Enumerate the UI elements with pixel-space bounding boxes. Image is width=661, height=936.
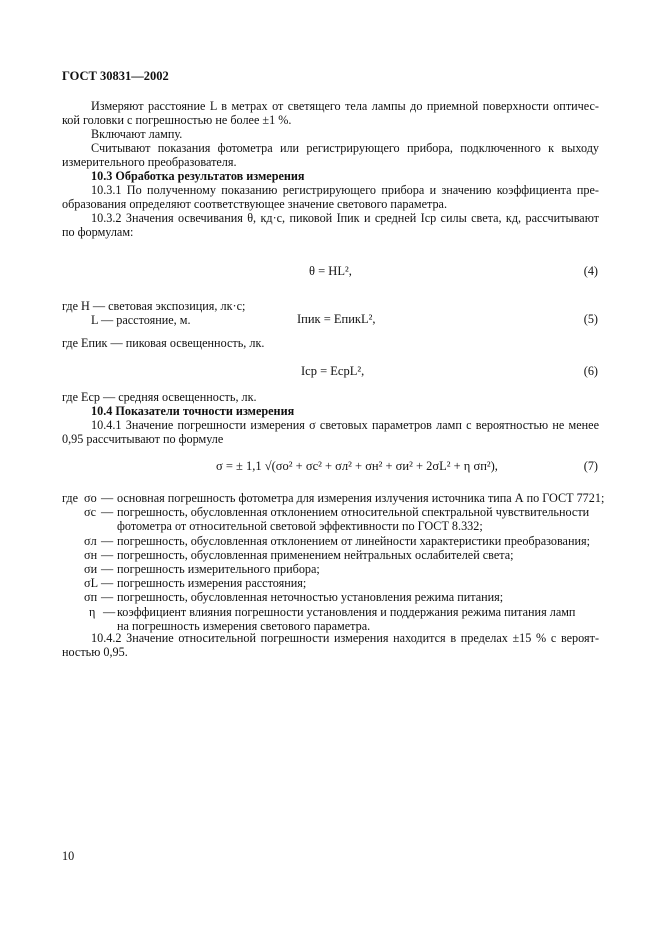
- equation-5-display: [297, 312, 376, 327]
- definition-symbol: σL: [84, 576, 99, 591]
- definition-symbol: σн: [84, 547, 98, 562]
- where-esr-definition: где Eср — средняя освещенность, лк.: [62, 390, 257, 404]
- clause-10-4-1-line1: 10.4.1 Значение погрешности измерения σ световых параметров ламп с вероятностью не менее: [91, 418, 599, 432]
- definition-symbol: σи: [84, 562, 98, 576]
- where-l-definition: L — расстояние, м.: [91, 313, 191, 327]
- paragraph-switch-on: Включают лампу.: [91, 127, 183, 141]
- document-header: ГОСТ 30831—2002: [62, 69, 169, 83]
- definition-text: погрешность, обусловленная отклонением относительной спектральной чувствительности: [117, 505, 590, 520]
- definition-dash: —: [101, 547, 114, 562]
- definition-symbol: σо: [84, 491, 97, 505]
- definition-dash: —: [101, 491, 114, 505]
- definition-text: фотометра от относительной световой эффективности по ГОСТ 8.332;: [117, 519, 483, 534]
- definition-text: погрешность, обусловленная неточностью установления режима питания;: [117, 590, 504, 605]
- definition-symbol: σл: [84, 533, 97, 548]
- definition-symbol: η: [89, 604, 96, 619]
- equation-7: σ = ± 1,1 √(σо² + σс² + σл² + σн² + σи² + 2σL² + η σп²),: [216, 459, 498, 473]
- definition-dash: —: [101, 505, 114, 520]
- clause-10-3-1-line1: 10.3.1 По полученному показанию регистрирующего прибора и значению коэффициента пре-: [91, 183, 599, 197]
- definition-dash: —: [103, 604, 116, 619]
- definition-text: погрешность, обусловленная отклонением от линейности характеристики преобразования;: [117, 533, 591, 548]
- equation-4: θ = HL²,: [309, 264, 352, 278]
- equation-4-number: (4): [583, 264, 598, 278]
- where-epik-definition: где Eпик — пиковая освещенность, лк.: [62, 336, 265, 350]
- definition-dash: —: [101, 533, 114, 548]
- paragraph-readings-line1: Считывают показания фотометра или регистрирующего прибора, подключенного к выходу: [91, 141, 599, 155]
- page-number: 10: [62, 849, 75, 863]
- equation-6-number: (6): [583, 364, 598, 378]
- definition-text: погрешность измерения расстояния;: [117, 576, 307, 591]
- definition-dash: —: [101, 576, 114, 591]
- clause-10-4-2-line2: ностью 0,95.: [62, 645, 128, 659]
- equation-6: Iср = EсрL²,: [301, 364, 365, 378]
- definition-symbol: σп: [84, 590, 98, 605]
- clause-10-4-2-line1: 10.4.2 Значение относительной погрешности измерения находится в пределах ±15 % с вероят-: [91, 631, 599, 645]
- clause-10-3-2-line1: 10.3.2 Значения освечивания θ, кд·с, пиковой Iпик и средней Iср силы света, кд, рассчитывают: [91, 211, 599, 225]
- equation-7-number: (7): [583, 459, 598, 473]
- equation-5-number: (5): [583, 312, 598, 326]
- definition-dash: —: [101, 590, 114, 605]
- paragraph-readings-line2: измерительного преобразователя.: [62, 155, 237, 169]
- definitions-where-word: где: [62, 491, 79, 505]
- paragraph-distance-line2: кой головки с погрешностью не более ±1 %.: [62, 113, 292, 127]
- clause-10-3-1-line2: образования определяют соответствующее значение светового параметра.: [62, 197, 447, 211]
- where-h-definition: где H — световая экспозиция, лк·с;: [62, 299, 246, 313]
- section-10-3-heading: 10.3 Обработка результатов измерения: [91, 169, 305, 183]
- definition-text: основная погрешность фотометра для измерения излучения источника типа А по ГОСТ 7721;: [117, 491, 605, 505]
- definition-text: на погрешность измерения светового параметра.: [117, 618, 371, 633]
- equation-5-text: Iпик = EпикL²,: [297, 312, 376, 326]
- definition-text: погрешность, обусловленная применением нейтральных ослабителей света;: [117, 547, 514, 562]
- definition-dash: —: [101, 562, 114, 576]
- clause-10-3-2-line2: по формулам:: [62, 225, 134, 239]
- section-10-4-heading: 10.4 Показатели точности измерения: [91, 404, 295, 418]
- definition-symbol: σс: [84, 505, 96, 520]
- paragraph-distance-line1: Измеряют расстояние L в метрах от светящего тела лампы до приемной поверхности оптичес-: [91, 99, 599, 113]
- definition-text: коэффициент влияния погрешности установления и поддержания режима питания ламп: [117, 604, 576, 619]
- clause-10-4-1-line2: 0,95 рассчитывают по формуле: [62, 432, 224, 446]
- definition-text: погрешность измерительного прибора;: [117, 562, 320, 576]
